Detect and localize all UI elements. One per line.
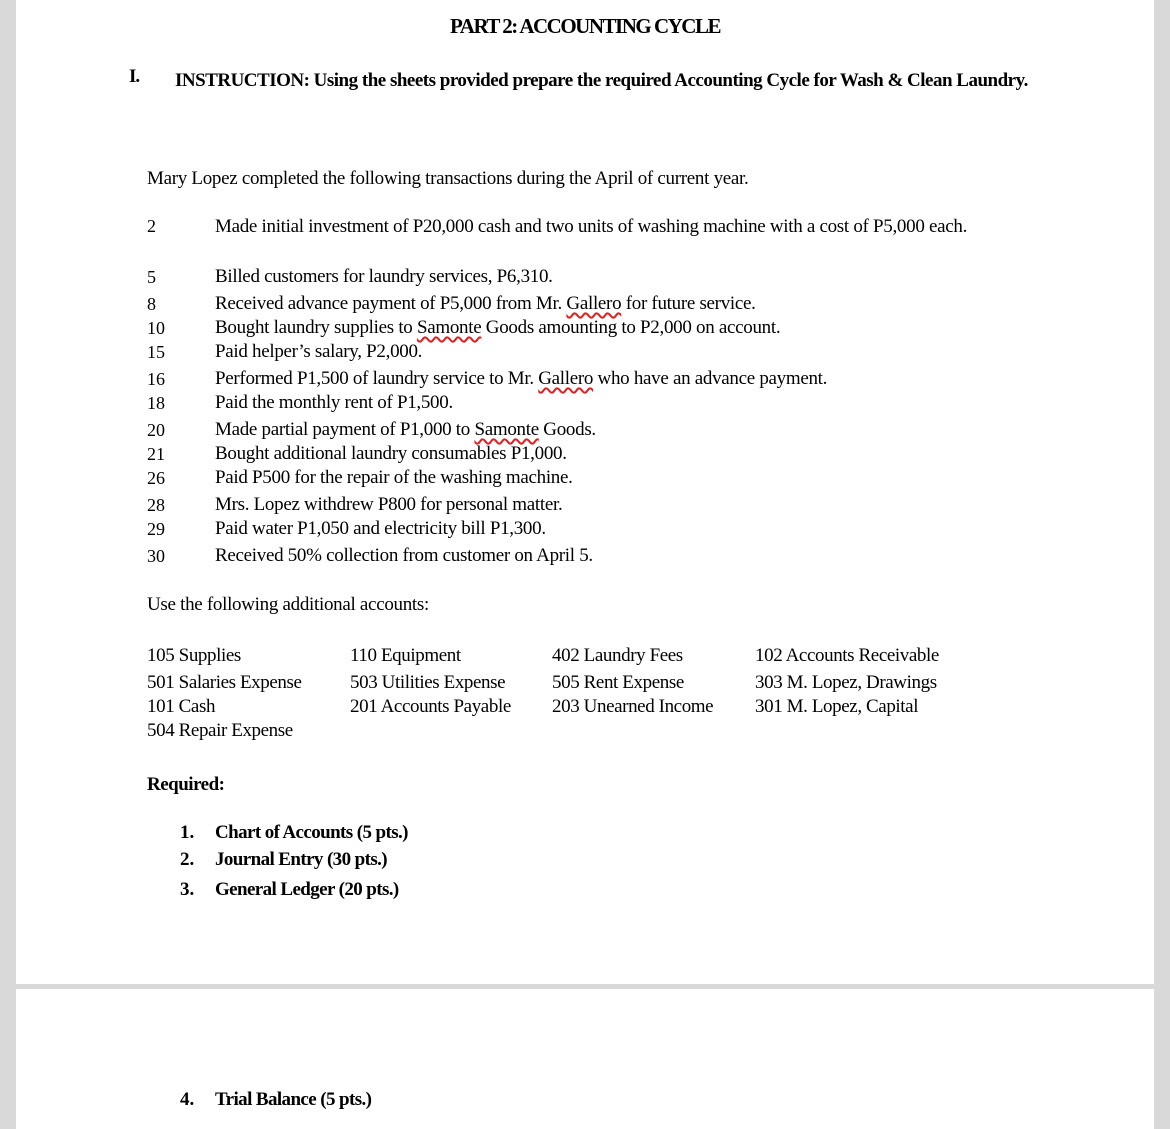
required-item-number: 4.	[180, 1089, 195, 1110]
account-item: 110 Equipment	[350, 645, 461, 666]
required-item-number: 2.	[180, 849, 195, 870]
transaction-day: 10	[147, 318, 165, 338]
page-title: PART 2: ACCOUNTING CYCLE	[450, 14, 720, 38]
transaction-day: 18	[147, 393, 165, 413]
required-item-text: Journal Entry (30 pts.)	[215, 849, 387, 870]
account-item: 501 Salaries Expense	[147, 672, 302, 693]
transaction-text-part: Made partial payment of P1,000 to	[215, 419, 475, 440]
document-page-2	[16, 989, 1154, 1129]
transaction-day: 28	[147, 495, 165, 515]
required-label: Required:	[147, 774, 225, 795]
transaction-text	[215, 419, 596, 441]
transaction-day: 16	[147, 369, 165, 389]
transaction-text	[215, 368, 827, 390]
account-item: 402 Laundry Fees	[552, 645, 683, 666]
transaction-text: Mrs. Lopez withdrew P800 for personal matter.	[215, 494, 563, 515]
transaction-text: Paid helper’s salary, P2,000.	[215, 341, 423, 362]
transaction-day: 20	[147, 420, 165, 440]
transaction-day: 2	[147, 216, 156, 236]
transaction-text: Received 50% collection from customer on April 5.	[215, 545, 593, 566]
transaction-day: 8	[147, 294, 156, 314]
transaction-text-part: Goods amounting to P2,000 on account.	[481, 317, 781, 338]
transaction-text	[215, 293, 756, 315]
required-item-text: General Ledger (20 pts.)	[215, 879, 399, 900]
spellcheck-flagged-word[interactable]: Samonte	[416, 317, 482, 338]
required-item-number: 1.	[180, 822, 195, 843]
transaction-day: 15	[147, 342, 165, 362]
intro-text: Mary Lopez completed the following transactions during the April of current year.	[147, 168, 749, 189]
transaction-day: 29	[147, 519, 165, 539]
account-item: 102 Accounts Receivable	[755, 645, 939, 666]
transaction-text-part: Received advance payment of P5,000 from Mr.	[215, 293, 567, 314]
section-numeral: I.	[129, 66, 140, 87]
spellcheck-flagged-word[interactable]: Gallero	[566, 293, 622, 314]
transaction-text: Paid P500 for the repair of the washing machine.	[215, 467, 573, 488]
transaction-text-part: Bought laundry supplies to	[215, 317, 417, 338]
account-item: 504 Repair Expense	[147, 720, 293, 741]
required-item-number: 3.	[180, 879, 195, 900]
account-item: 301 M. Lopez, Capital	[755, 696, 919, 717]
account-item: 505 Rent Expense	[552, 672, 684, 693]
transaction-text: Made initial investment of P20,000 cash and two units of washing machine with a cost of P5,000 each.	[215, 216, 968, 237]
transaction-day: 21	[147, 444, 165, 464]
account-item: 503 Utilities Expense	[350, 672, 506, 693]
transaction-text-part: Goods.	[538, 419, 596, 440]
spellcheck-flagged-word[interactable]: Samonte	[474, 419, 539, 440]
account-item: 303 M. Lopez, Drawings	[755, 672, 937, 693]
transaction-text-part: for future service.	[621, 293, 756, 314]
transaction-text	[215, 317, 780, 339]
transaction-day: 30	[147, 546, 165, 566]
required-item-text: Trial Balance (5 pts.)	[215, 1089, 372, 1110]
spellcheck-flagged-word[interactable]: Gallero	[538, 368, 594, 389]
additional-accounts-intro: Use the following additional accounts:	[147, 594, 429, 615]
transaction-text-part: Performed P1,500 of laundry service to Mr.	[215, 368, 539, 389]
transaction-text: Bought additional laundry consumables P1,000.	[215, 443, 567, 464]
account-item: 201 Accounts Payable	[350, 696, 511, 717]
document-page-1	[16, 0, 1154, 984]
transaction-text: Billed customers for laundry services, P6,310.	[215, 266, 553, 287]
transaction-day: 5	[147, 267, 156, 287]
account-item: 203 Unearned Income	[552, 696, 714, 717]
account-item: 105 Supplies	[147, 645, 241, 666]
account-item: 101 Cash	[147, 696, 216, 717]
required-item-text: Chart of Accounts (5 pts.)	[215, 822, 408, 843]
transaction-text: Paid the monthly rent of P1,500.	[215, 392, 453, 413]
transaction-day: 26	[147, 468, 165, 488]
instruction-text: INSTRUCTION: Using the sheets provided prepare the required Accounting Cycle for Wash & Clean Laundry.	[175, 70, 1028, 91]
transaction-text-part: who have an advance payment.	[593, 368, 828, 389]
transaction-text: Paid water P1,050 and electricity bill P1,300.	[215, 518, 546, 539]
